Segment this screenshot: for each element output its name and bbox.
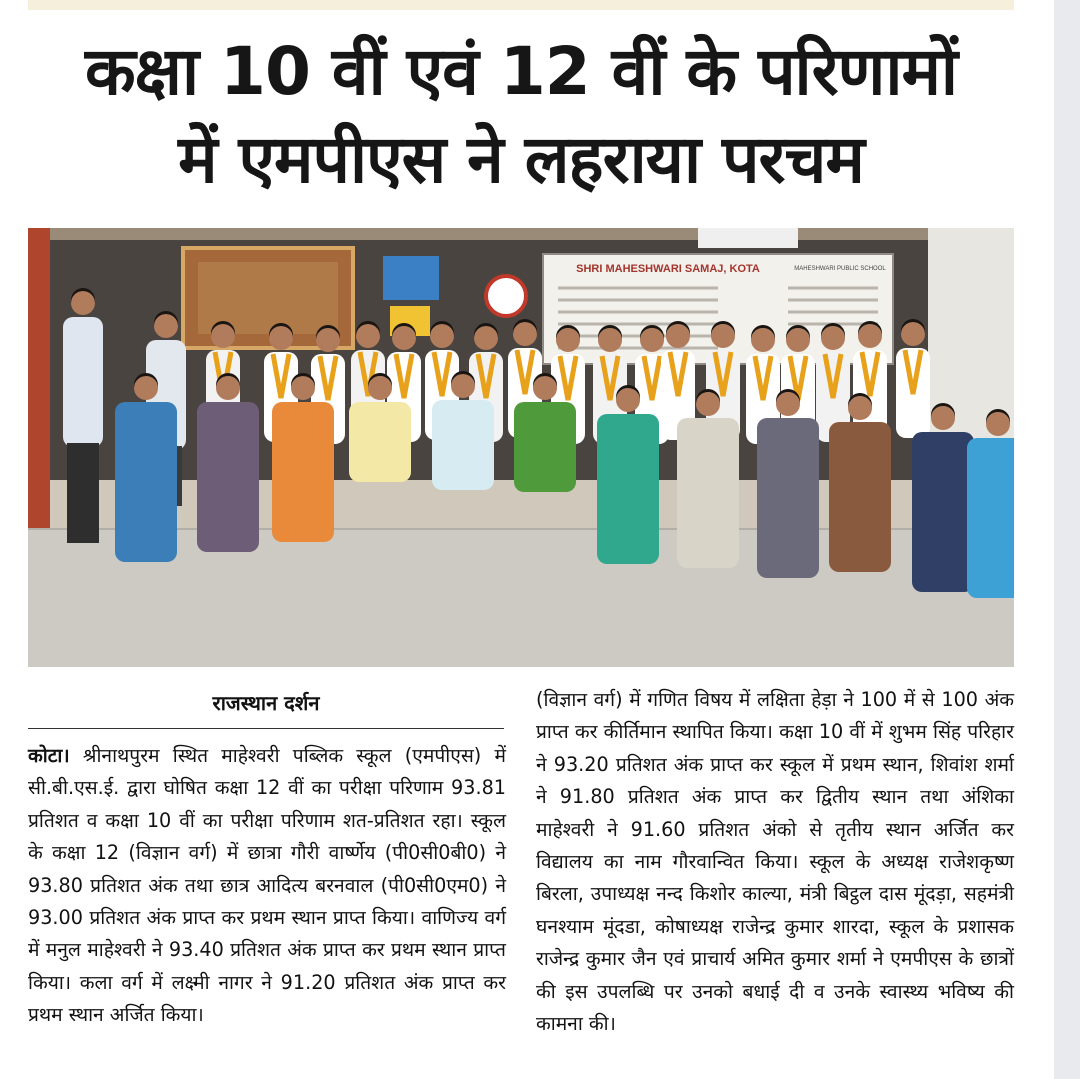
group-photo	[28, 228, 1014, 667]
top-strip	[28, 0, 1014, 10]
article-column-1-text: श्रीनाथपुरम स्थित माहेश्वरी पब्लिक स्कूल (एमपीएस) में सी.बी.एस.ई. द्वारा घोषित कक्षा 12 वीं का परीक्षा परिणाम 93.81 प्रतिशत व कक्षा 10 वीं का परीक्षा परिणाम शत-प्रतिशत रहा। स्कूल के कक्षा 12 (विज्ञान वर्ग) में छात्रा गौरी वार्ष्णेय (पी0सी0बी0) ने 93.80 प्रतिशत अंक तथा छात्र आदित्य बरनवाल (पी0सी0एम0) ने 93.00 प्रतिशत अंक प्राप्त कर प्रथम स्थान प्राप्त किया। वाणिज्य वर्ग में मनुल माहेश्वरी ने 93.40 प्रतिशत अंक प्राप्त कर प्रथम स्थान प्राप्त किया। कला वर्ग में लक्ष्मी नागर ने 91.20 प्रतिशत अंक प्राप्त कर प्रथम स्थान अर्जित किया।	[28, 744, 506, 1027]
headline-line-1: कक्षा 10 वीं एवं 12 वीं के परिणामों	[84, 33, 958, 110]
dateline: कोटा।	[28, 744, 70, 767]
photo-banner-text: SHRI MAHESHWARI SAMAJ, KOTA	[576, 263, 760, 275]
photo-person	[63, 288, 103, 543]
headline-line-2: में एमपीएस ने लहराया परचम	[178, 121, 864, 198]
page-margin	[1054, 0, 1080, 1079]
article-column-1	[28, 740, 506, 1032]
byline: राजस्थान दर्शन	[212, 691, 320, 715]
photo-board-title: MAHESHWARI PUBLIC SCHOOL	[794, 266, 886, 272]
headline	[28, 28, 1014, 204]
article-column-2: (विज्ञान वर्ग) में गणित विषय में लक्षिता हेड़ा ने 100 में से 100 अंक प्राप्त कर कीर्तिमान स्थापित किया। कक्षा 10 वीं में शुभम सिंह परिहार ने 93.20 प्रतिशत अंक प्राप्त कर स्कूल में प्रथम स्थान, शिवांश शर्मा ने 91.80 प्रतिशत अंक प्राप्त कर द्वितीय स्थान तथा अंशिका माहेश्वरी ने 91.60 प्रतिशत अंको से तृतीय स्थान अर्जित कर विद्यालय का नाम गौरवान्वित किया। स्कूल के अध्यक्ष राजेशकृष्ण बिरला, उपाध्यक्ष नन्द किशोर काल्या, मंत्री बिट्ठल दास मूंदड़ा, सहमंत्री घनश्याम मूंदडा, कोषाध्यक्ष राजेन्द्र कुमार शारदा, स्कूल के प्रशासक राजेन्द्र कुमार जैन एवं प्राचार्य अमित कुमार शर्मा ने एमपीएस के छात्रों की इस उपलब्धि पर उनको बधाई दी व उनके स्वास्थ्य भविष्य की कामना की।	[536, 688, 1014, 1036]
byline-rule	[28, 728, 504, 729]
